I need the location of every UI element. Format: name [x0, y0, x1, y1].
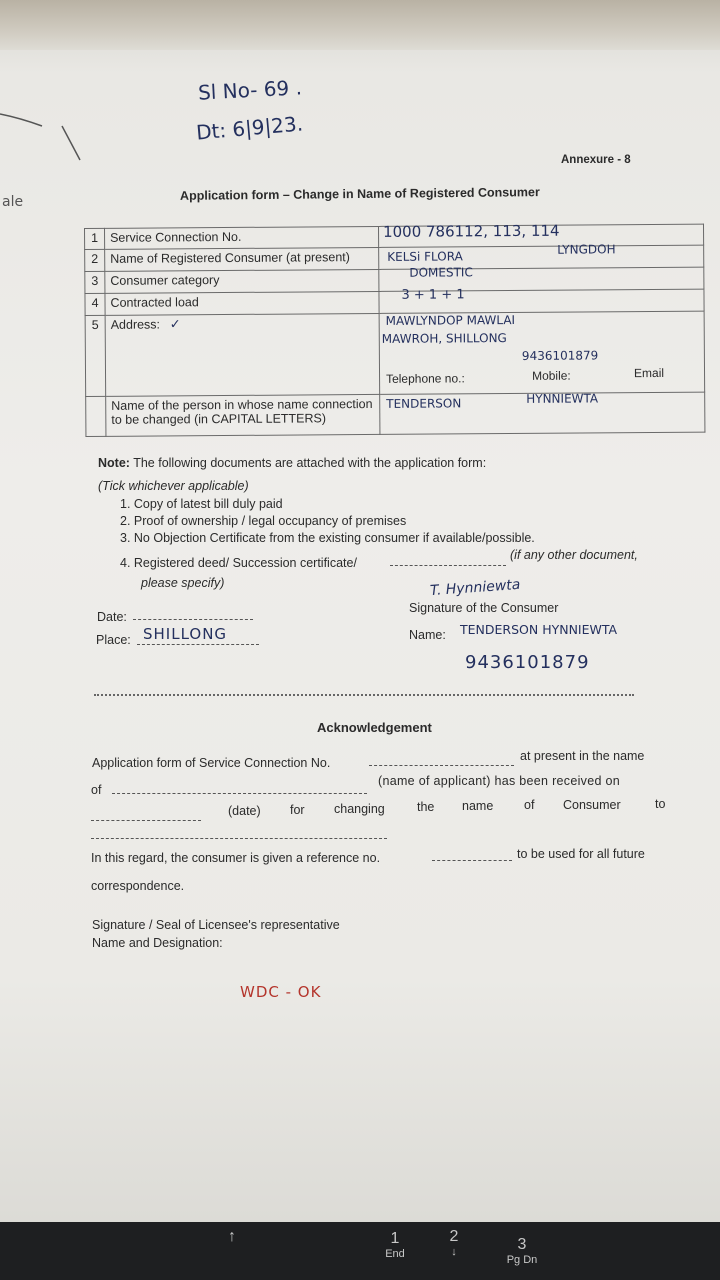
- date-blank-line: [133, 619, 253, 620]
- load-handwriting: 3 + 1 + 1: [401, 287, 465, 303]
- email-label: Email: [633, 365, 665, 381]
- ack-blank: [112, 793, 367, 794]
- place-blank-line: [137, 644, 259, 645]
- table-row: [85, 311, 705, 396]
- service-connection-handwriting: 1000 786112, 113, 114: [382, 221, 560, 241]
- ack-to-word: to: [655, 797, 666, 811]
- up-arrow-key: [222, 1228, 242, 1246]
- row-number: 5: [85, 315, 106, 396]
- key-sub-label: Pg Dn: [506, 1254, 538, 1266]
- place-label: Place:: [96, 633, 131, 647]
- ack-name-word: name: [462, 799, 494, 813]
- new-name-label: Name of the person in whose name connection to be changed (in CAPITAL LETTERS): [106, 394, 380, 436]
- ack-of-word: of: [524, 798, 535, 812]
- down-arrow-icon: ↓: [451, 1246, 457, 1258]
- ack-blank: [432, 860, 512, 861]
- mobile-label: Mobile:: [531, 368, 571, 383]
- keyboard-edge: [0, 1222, 720, 1280]
- note-tick-instruction: (Tick whichever applicable): [98, 479, 249, 493]
- note-intro-text: The following documents are attached with the application form:: [133, 456, 487, 470]
- serial-number-note: Sl No- 69 .: [197, 75, 303, 105]
- ack-reference-a: In this regard, the consumer is given a reference no.: [91, 851, 381, 865]
- annexure-label: Annexure - 8: [561, 154, 631, 166]
- address-value: [379, 311, 705, 394]
- address-label-cell: [105, 313, 380, 396]
- up-arrow-icon: ↑: [228, 1228, 236, 1245]
- pgdn-key: [502, 1236, 542, 1266]
- ack-signature-line1: Signature / Seal of Licensee's representative: [92, 918, 340, 932]
- address-line1-handwriting: MAWLYNDOP MAWLAI: [385, 312, 516, 328]
- note-lead: Note:: [98, 456, 130, 470]
- key-sub-label: End: [385, 1248, 405, 1260]
- mobile-handwriting: 9436101879: [521, 348, 599, 363]
- consumer-signature: T. Hynniewta: [429, 576, 521, 600]
- ack-changing-word: changing: [334, 802, 385, 816]
- down-key: [442, 1228, 466, 1258]
- ack-line1-a: Application form of Service Connection No.: [92, 756, 331, 770]
- new-name-last-handwriting: HYNNIEWTA: [526, 391, 599, 406]
- date-note: Dt: 6|9|23.: [195, 111, 304, 145]
- row-label: Consumer category: [105, 269, 379, 293]
- service-connection-value: [378, 221, 703, 247]
- note-item: 3. No Objection Certificate from the existing consumer if available/possible.: [120, 531, 535, 545]
- row-number: [86, 396, 106, 436]
- note-item4-tail: (if any other document,: [510, 548, 638, 562]
- key-number: 2: [449, 1228, 459, 1245]
- ack-reference-c: correspondence.: [91, 879, 185, 893]
- signature-label: Signature of the Consumer: [409, 601, 559, 615]
- address-line2-handwriting: MAWROH, SHILLONG: [381, 331, 507, 346]
- tick-mark-icon: ✓: [169, 317, 181, 333]
- note-item: 1. Copy of latest bill duly paid: [120, 497, 283, 511]
- remark-handwriting: WDC - OK: [240, 983, 322, 1001]
- end-key: [380, 1230, 410, 1260]
- paper-top-edge: [0, 0, 720, 50]
- table-row: [86, 392, 705, 436]
- sign-phone-handwriting: 9436101879: [465, 652, 590, 673]
- ack-line1-b: at present in the name: [520, 749, 645, 763]
- note-item4-specify: please specify): [141, 576, 225, 590]
- ack-line2-a: of: [91, 783, 102, 797]
- key-number: 1: [390, 1230, 400, 1247]
- blank-line: [390, 565, 506, 566]
- load-value: [379, 289, 704, 313]
- place-handwriting: SHILLONG: [143, 625, 228, 643]
- application-table: [84, 221, 705, 437]
- key-number: 3: [517, 1236, 527, 1253]
- form-title: Application form – Change in Name of Registered Consumer: [179, 185, 540, 203]
- ack-consumer-word: Consumer: [563, 798, 621, 812]
- category-handwriting: DOMESTIC: [409, 265, 473, 280]
- consumer-name-first-handwriting: KELSi FLORA: [387, 249, 463, 264]
- pen-mark: [0, 96, 120, 176]
- new-name-first-handwriting: TENDERSON: [386, 396, 462, 411]
- ack-reference-b: to be used for all future: [517, 847, 645, 861]
- row-label: Name of Registered Consumer (at present): [105, 247, 379, 271]
- row-label: Contracted load: [105, 291, 379, 315]
- note-intro: [98, 456, 486, 470]
- row-number: 3: [85, 271, 105, 293]
- name-label: Name:: [409, 628, 446, 642]
- ack-for-word: for: [290, 803, 305, 817]
- date-label: Date:: [97, 610, 127, 624]
- row-number: 1: [85, 228, 105, 249]
- acknowledgement-title: Acknowledgement: [317, 720, 432, 735]
- ack-blank: [91, 838, 387, 839]
- sign-name-handwriting: TENDERSON HYNNIEWTA: [460, 622, 618, 637]
- ack-blank: [369, 765, 514, 766]
- ack-signature-line2: Name and Designation:: [92, 936, 223, 950]
- row-number: 2: [85, 249, 105, 271]
- ack-blank: [91, 820, 201, 821]
- ack-the-word: the: [417, 800, 435, 814]
- row-label: Service Connection No.: [105, 226, 379, 249]
- ack-date-word: (date): [228, 804, 261, 818]
- note-item: 4. Registered deed/ Succession certificate/: [120, 556, 357, 570]
- row-number: 4: [85, 293, 105, 315]
- telephone-label: Telephone no.:: [386, 371, 465, 386]
- consumer-name-last-handwriting: LYNGDOH: [557, 242, 616, 257]
- cut-line: [94, 694, 634, 696]
- margin-note: ale: [2, 194, 24, 210]
- note-item: 2. Proof of ownership / legal occupancy of premises: [120, 514, 407, 528]
- new-name-value: [380, 392, 705, 434]
- row-label: Address:: [110, 317, 161, 332]
- ack-line2-b: (name of applicant) has been received on: [378, 774, 621, 788]
